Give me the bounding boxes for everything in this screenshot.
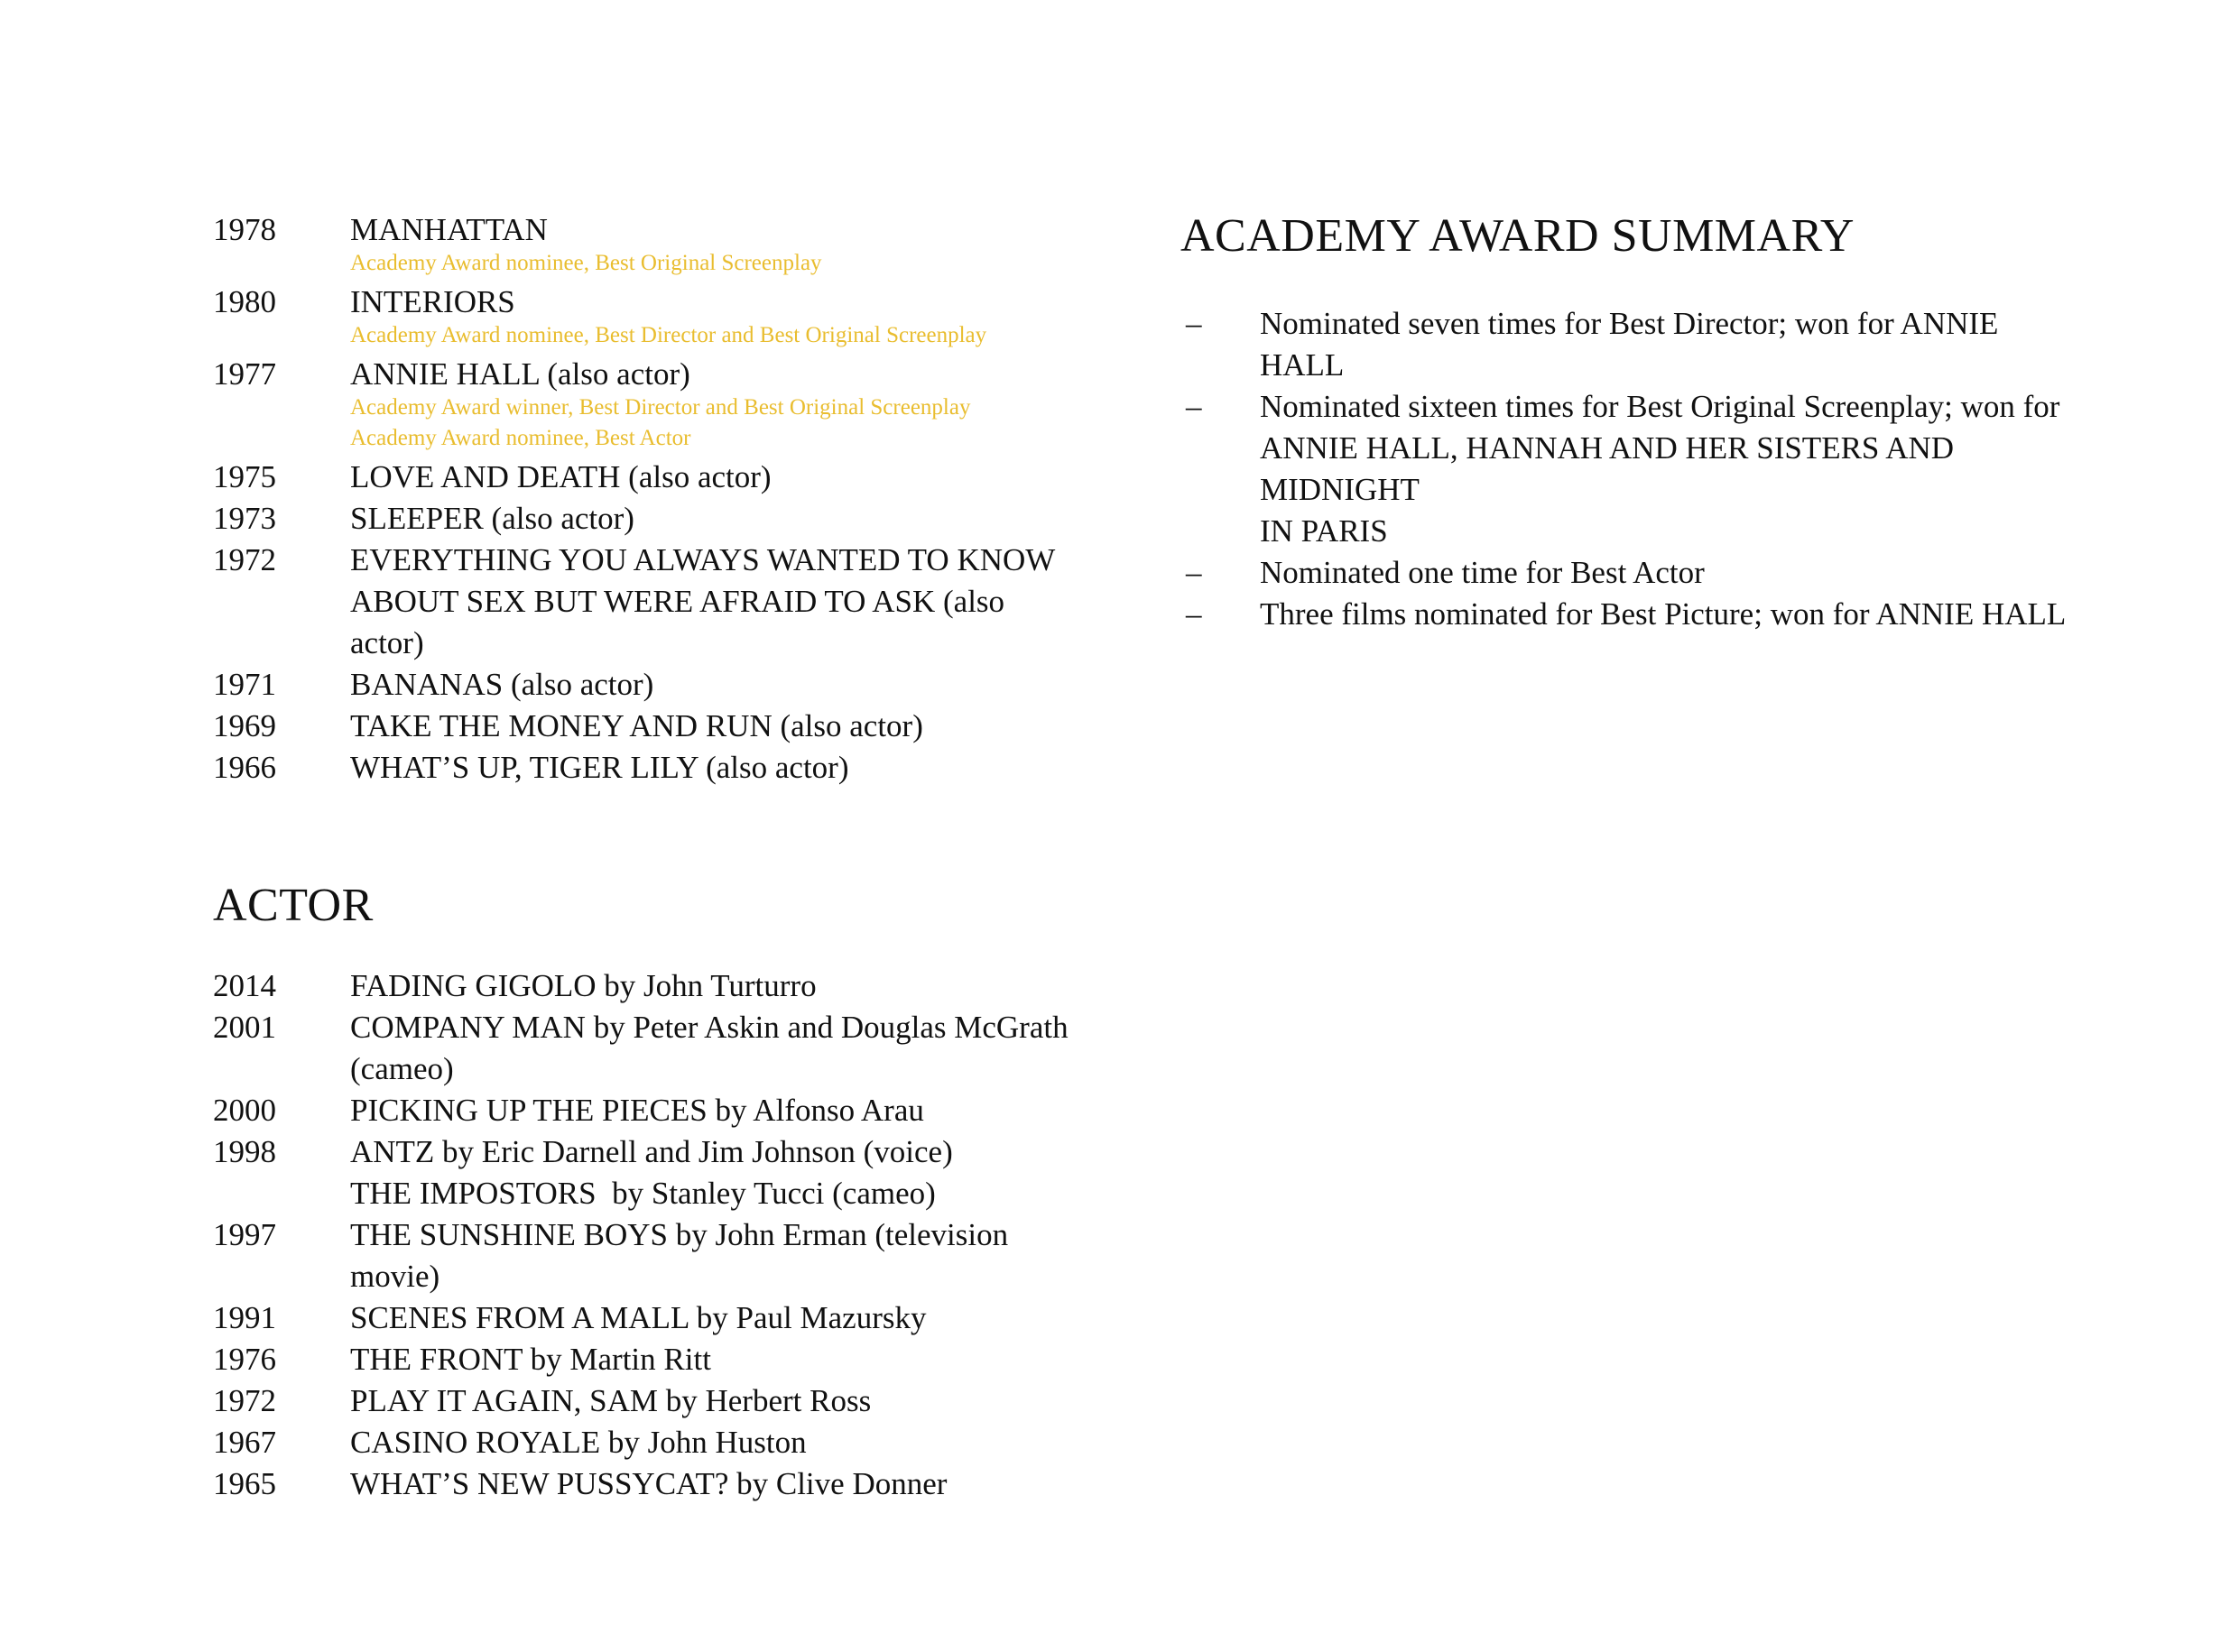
film-details: [350, 965, 1079, 1007]
film-title: BANANAS (also actor): [350, 667, 654, 702]
film-details: [350, 1297, 1079, 1339]
film-year: 2001: [213, 1010, 276, 1045]
actor-filmography: [213, 965, 1079, 1505]
actor-section: [213, 879, 1079, 1505]
dash-bullet: –: [1186, 555, 1202, 590]
summary-line: ANNIE HALL, HANNAH AND HER SISTERS AND MIDNIGHT: [1260, 430, 1955, 507]
film-details: [350, 1007, 1079, 1090]
film-year: 1980: [213, 284, 276, 319]
film-entry: [213, 965, 1079, 1007]
film-title: WHAT’S NEW PUSSYCAT? by Clive Donner: [350, 1466, 948, 1501]
film-title: MANHATTAN: [350, 212, 548, 247]
film-entry: [213, 1007, 1079, 1090]
film-year: 2000: [213, 1093, 276, 1128]
film-details: [350, 457, 1079, 498]
film-title: EVERYTHING YOU ALWAYS WANTED TO KNOW: [350, 542, 1056, 577]
film-year: 1978: [213, 212, 276, 247]
summary-item: [1180, 594, 2083, 635]
section-heading-summary: ACADEMY AWARD SUMMARY: [1180, 210, 1855, 262]
film-year: 1997: [213, 1217, 276, 1252]
film-title: PLAY IT AGAIN, SAM by Herbert Ross: [350, 1383, 872, 1418]
summary-line: Nominated seven times for Best Director; won for ANNIE HALL: [1260, 306, 1999, 383]
film-title: THE SUNSHINE BOYS by John Erman (television movie): [350, 1217, 1009, 1294]
film-title: WHAT’S UP, TIGER LILY (also actor): [350, 750, 849, 785]
film-details: [350, 1214, 1079, 1297]
film-title: ANTZ by Eric Darnell and Jim Johnson (voice): [350, 1134, 953, 1169]
award-note: Academy Award nominee, Best Original Screenplay: [350, 251, 822, 275]
film-title: LOVE AND DEATH (also actor): [350, 459, 772, 494]
academy-award-summary: [1180, 209, 2083, 650]
film-title: CASINO ROYALE by John Huston: [350, 1425, 807, 1460]
film-details: [350, 1090, 1079, 1131]
summary-text: [1260, 303, 2083, 386]
film-year: 1972: [213, 542, 276, 577]
film-year: 1975: [213, 459, 276, 494]
summary-item: [1180, 552, 2083, 594]
film-title: INTERIORS: [350, 284, 515, 319]
award-note: Academy Award nominee, Best Actor: [350, 426, 691, 450]
summary-line: Three films nominated for Best Picture; won for ANNIE HALL: [1260, 596, 2067, 632]
summary-line: Nominated one time for Best Actor: [1260, 555, 1705, 590]
film-year: 1969: [213, 708, 276, 743]
summary-item: [1180, 303, 2083, 386]
film-entry: [213, 1214, 1079, 1297]
film-entry: [213, 1090, 1079, 1131]
film-year: 1973: [213, 501, 276, 536]
film-title-second: THE IMPOSTORS by Stanley Tucci (cameo): [350, 1176, 936, 1211]
film-title: TAKE THE MONEY AND RUN (also actor): [350, 708, 923, 743]
section-heading-actor: ACTOR: [213, 880, 374, 931]
film-details: [350, 1339, 1079, 1380]
film-details: [350, 747, 1079, 789]
film-title: PICKING UP THE PIECES by Alfonso Arau: [350, 1093, 924, 1128]
film-entry: [213, 1380, 1079, 1422]
film-details: [350, 1380, 1079, 1422]
director-filmography: [213, 209, 1079, 789]
film-entry: [213, 209, 1079, 281]
film-year: 1977: [213, 356, 276, 392]
film-entry: [213, 354, 1079, 457]
film-year: 1967: [213, 1425, 276, 1460]
film-year: 1976: [213, 1342, 276, 1377]
film-year: 1991: [213, 1300, 276, 1335]
film-details: [350, 281, 1079, 354]
film-year: 1972: [213, 1383, 276, 1418]
film-entry: [213, 664, 1079, 706]
film-title-continued: (cameo): [350, 1051, 454, 1086]
dash-bullet: –: [1186, 306, 1202, 341]
film-entry: [213, 1339, 1079, 1380]
film-entry: [213, 498, 1079, 540]
film-year: 1966: [213, 750, 276, 785]
dash-bullet: –: [1186, 596, 1202, 632]
film-details: [350, 1422, 1079, 1463]
summary-text: [1260, 594, 2066, 635]
film-details: [350, 209, 1079, 281]
summary-line: Nominated sixteen times for Best Original Screenplay; won for: [1260, 389, 2060, 424]
film-entry: [213, 1463, 1079, 1505]
film-title: SCENES FROM A MALL by Paul Mazursky: [350, 1300, 927, 1335]
summary-line: IN PARIS: [1260, 513, 1388, 549]
film-year: 1965: [213, 1466, 276, 1501]
film-entry: [213, 1422, 1079, 1463]
film-details: [350, 706, 1079, 747]
film-details: [350, 664, 1079, 706]
film-year: 1998: [213, 1134, 276, 1169]
film-details: [350, 540, 1079, 664]
film-title: COMPANY MAN by Peter Askin and Douglas McGrath: [350, 1010, 1069, 1045]
film-title: THE FRONT by Martin Ritt: [350, 1342, 711, 1377]
film-entry: [213, 1297, 1079, 1339]
film-title-continued: ABOUT SEX BUT WERE AFRAID TO ASK (also actor): [350, 584, 1005, 660]
summary-text: [1260, 386, 2083, 552]
film-title: ANNIE HALL (also actor): [350, 356, 690, 392]
award-note: Academy Award nominee, Best Director and Best Original Screenplay: [350, 323, 987, 347]
summary-item: [1180, 386, 2083, 552]
film-details: [350, 1131, 1079, 1214]
film-title: SLEEPER (also actor): [350, 501, 634, 536]
film-year: 2014: [213, 968, 276, 1003]
film-entry: [213, 540, 1079, 664]
summary-list: [1180, 303, 2083, 635]
film-details: [350, 354, 1079, 457]
film-details: [350, 498, 1079, 540]
film-entry: [213, 706, 1079, 747]
film-year: 1971: [213, 667, 276, 702]
film-entry: [213, 1131, 1079, 1214]
award-note: Academy Award winner, Best Director and Best Original Screenplay: [350, 395, 971, 420]
film-entry: [213, 281, 1079, 354]
dash-bullet: –: [1186, 389, 1202, 424]
film-entry: [213, 457, 1079, 498]
film-title: FADING GIGOLO by John Turturro: [350, 968, 817, 1003]
film-entry: [213, 747, 1079, 789]
summary-text: [1260, 552, 1705, 594]
film-details: [350, 1463, 1079, 1505]
